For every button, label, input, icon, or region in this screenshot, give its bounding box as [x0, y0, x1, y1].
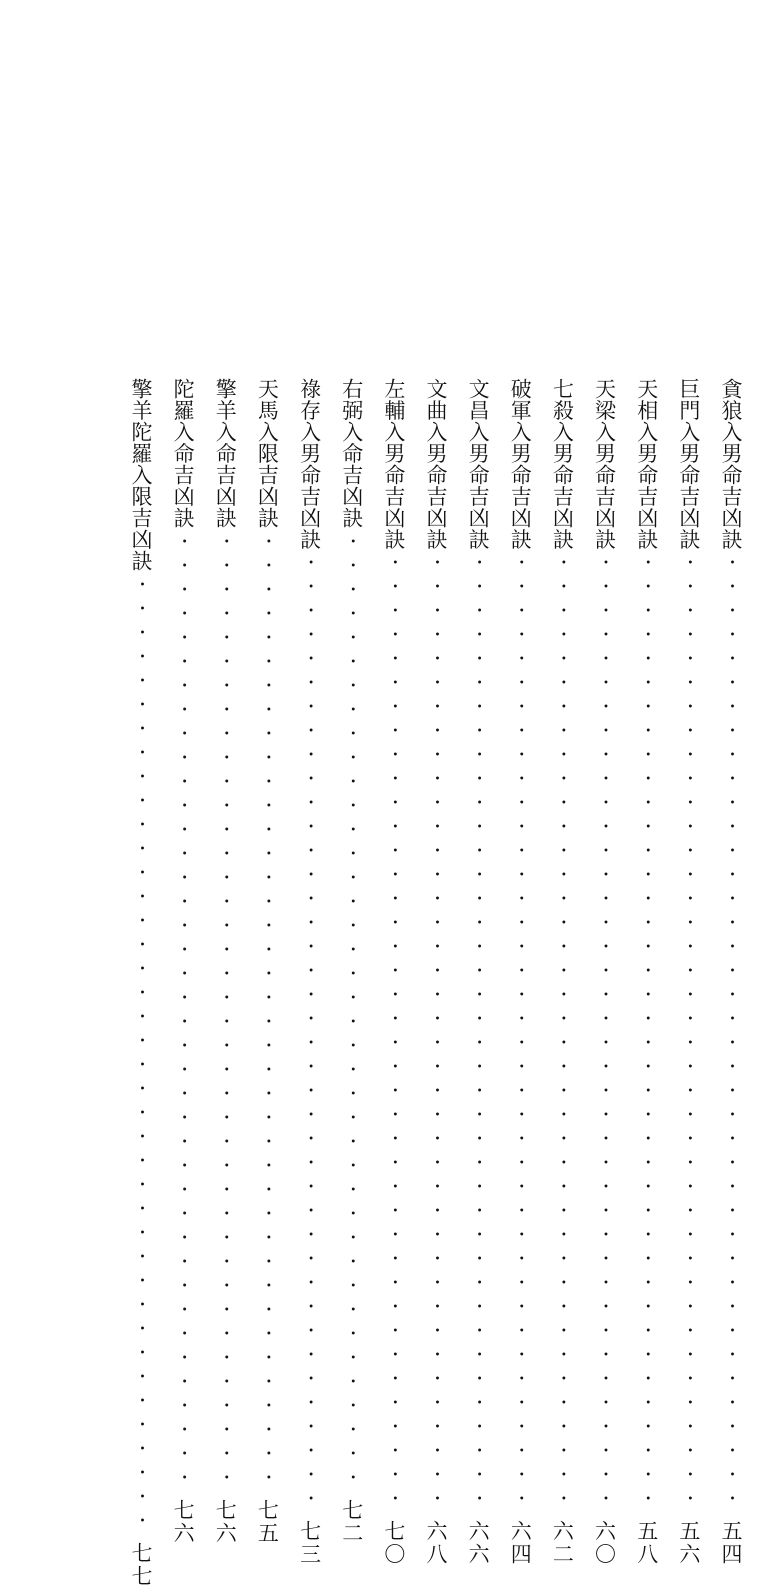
toc-leader-dots: ・・・・・・・・・・・・・・・・・・・・・・・・・・・・・・・・・・・・・・・・: [384, 554, 404, 1514]
toc-leader-dots: ・・・・・・・・・・・・・・・・・・・・・・・・・・・・・・・・・・・・・・・・: [342, 532, 362, 1493]
toc-entry-title: 貪狼入男命吉凶訣: [718, 378, 743, 550]
toc-entry-title: 天馬入限吉凶訣: [255, 378, 280, 529]
toc-entry[interactable]: [507, 378, 533, 1566]
toc-entry-title: 文昌入男命吉凶訣: [466, 378, 491, 550]
toc-entry-title: 右弼入命吉凶訣: [339, 378, 364, 529]
toc-entry[interactable]: [212, 378, 238, 1545]
toc-entry-title: 文曲入男命吉凶訣: [423, 378, 448, 550]
toc-leader-dots: ・・・・・・・・・・・・・・・・・・・・・・・・・・・・・・・・・・・・・・・・: [300, 554, 320, 1514]
toc-entry-title: 左輔入男命吉凶訣: [381, 378, 406, 550]
toc-leader-dots: ・・・・・・・・・・・・・・・・・・・・・・・・・・・・・・・・・・・・・・・・: [595, 554, 615, 1514]
toc-leader-dots: ・・・・・・・・・・・・・・・・・・・・・・・・・・・・・・・・・・・・・・・・: [721, 554, 741, 1514]
toc-leader-dots: ・・・・・・・・・・・・・・・・・・・・・・・・・・・・・・・・・・・・・・・・: [216, 532, 236, 1493]
toc-entry-title: 擎羊陀羅入限吉凶訣: [129, 378, 153, 572]
toc-leader-dots: ・・・・・・・・・・・・・・・・・・・・・・・・・・・・・・・・・・・・・・・・: [469, 554, 489, 1514]
toc-entry-page: 七五: [255, 1498, 280, 1545]
toc-entry-page: 六〇: [592, 1520, 617, 1566]
toc-entry-page: 七六: [213, 1498, 238, 1545]
toc-entry-page: 六四: [508, 1520, 533, 1566]
toc-entry[interactable]: [634, 378, 660, 1566]
toc-leader-dots: ・・・・・・・・・・・・・・・・・・・・・・・・・・・・・・・・・・・・・・・・: [258, 532, 278, 1493]
toc-entry[interactable]: [549, 378, 575, 1566]
toc-entry[interactable]: [297, 378, 323, 1566]
toc-entry[interactable]: [423, 378, 449, 1566]
toc-entry[interactable]: [128, 378, 154, 1588]
toc-entry-title: 天相入男命吉凶訣: [634, 378, 659, 550]
toc-entry[interactable]: [339, 378, 365, 1545]
toc-entry[interactable]: [592, 378, 618, 1566]
toc-entry[interactable]: [170, 378, 196, 1545]
toc-entry-page: 六六: [466, 1520, 491, 1566]
toc-entry-title: 祿存入男命吉凶訣: [297, 378, 322, 550]
toc-entry[interactable]: [718, 378, 744, 1566]
toc-entry[interactable]: [254, 378, 280, 1545]
toc-entry[interactable]: [676, 378, 702, 1566]
toc-leader-dots: ・・・・・・・・・・・・・・・・・・・・・・・・・・・・・・・・・・・・・・・・: [637, 554, 657, 1514]
table-of-contents: [128, 378, 744, 1588]
toc-entry-page: 五六: [676, 1520, 701, 1566]
toc-leader-dots: ・・・・・・・・・・・・・・・・・・・・・・・・・・・・・・・・・・・・・・・・: [174, 532, 194, 1493]
toc-entry-page: 六八: [423, 1520, 448, 1566]
toc-entry-page: 七〇: [381, 1520, 406, 1566]
toc-leader-dots: ・・・・・・・・・・・・・・・・・・・・・・・・・・・・・・・・・・・・・・・・: [679, 554, 699, 1514]
toc-entry-title: 擎羊入命吉凶訣: [213, 378, 238, 529]
toc-entry-title: 破軍入男命吉凶訣: [508, 378, 533, 550]
toc-leader-dots: ・・・・・・・・・・・・・・・・・・・・・・・・・・・・・・・・・・・・・・・・: [426, 554, 446, 1514]
toc-entry-page: 五四: [718, 1520, 743, 1566]
toc-leader-dots: ・・・・・・・・・・・・・・・・・・・・・・・・・・・・・・・・・・・・・・・・: [553, 554, 573, 1514]
toc-entry[interactable]: [465, 378, 491, 1566]
toc-entry[interactable]: [381, 378, 407, 1566]
toc-entry-title: 七殺入男命吉凶訣: [550, 378, 575, 550]
toc-leader-dots: ・・・・・・・・・・・・・・・・・・・・・・・・・・・・・・・・・・・・・・・・: [511, 554, 531, 1514]
toc-entry-page: 七三: [297, 1520, 322, 1566]
toc-entry-page: 七六: [171, 1498, 196, 1545]
toc-entry-page: 五八: [634, 1520, 659, 1566]
toc-entry-title: 巨門入男命吉凶訣: [676, 378, 701, 550]
toc-entry-title: 陀羅入命吉凶訣: [171, 378, 196, 529]
toc-entry-page: 七二: [339, 1498, 364, 1545]
toc-leader-dots: ・・・・・・・・・・・・・・・・・・・・・・・・・・・・・・・・・・・・・・・・: [132, 575, 151, 1536]
toc-entry-title: 天梁入男命吉凶訣: [592, 378, 617, 550]
toc-entry-page: 六二: [550, 1520, 575, 1566]
toc-entry-page: 七七: [129, 1541, 153, 1588]
